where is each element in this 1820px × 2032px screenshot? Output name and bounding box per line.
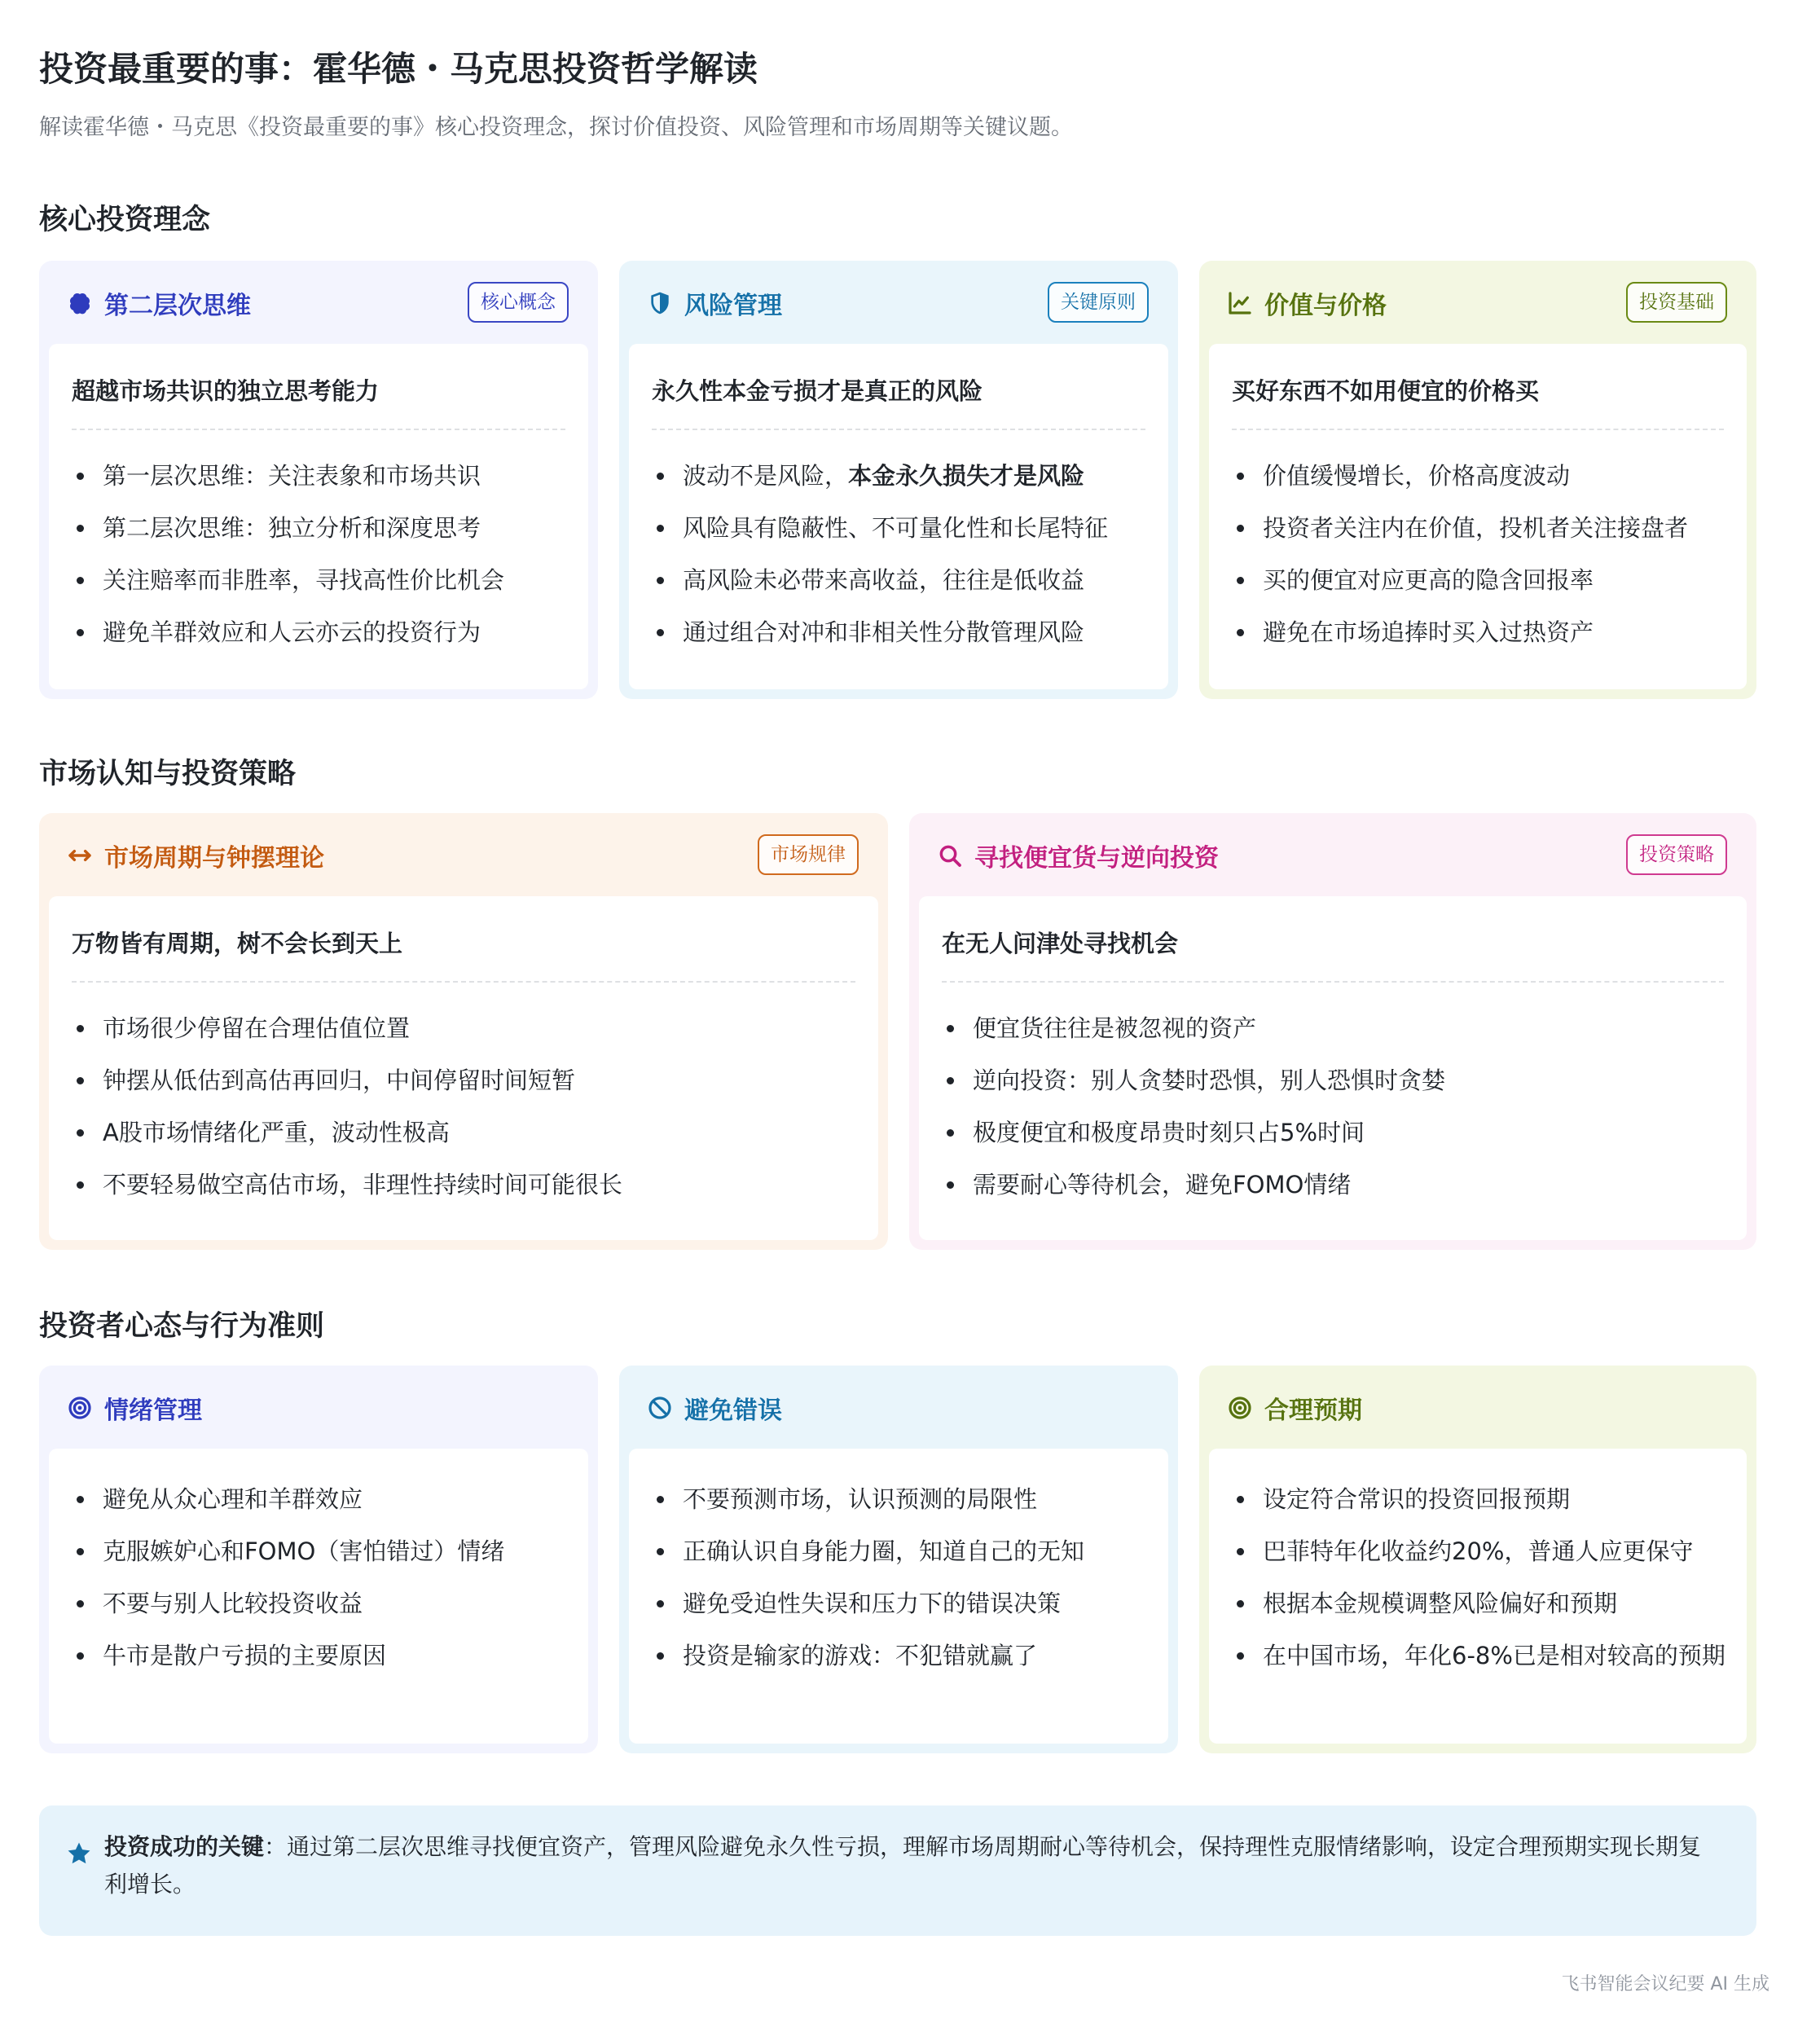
card-header — [647, 285, 782, 321]
list-item: 第一层次思维：关注表象和市场共识 — [72, 458, 569, 494]
card-header — [1227, 285, 1387, 321]
card-body — [629, 344, 1168, 689]
divider — [652, 429, 1145, 430]
card-risk-management — [619, 261, 1178, 699]
target-icon — [67, 1395, 93, 1421]
section-title-core: 核心投资理念 — [39, 204, 211, 236]
list-item: 正确认识自身能力圈，知道自己的无知 — [652, 1533, 1149, 1569]
card-badge: 关键原则 — [1048, 282, 1149, 323]
card-heading: 买好东西不如用便宜的价格买 — [1232, 377, 1540, 405]
card-emotion-management — [39, 1366, 598, 1753]
summary-label: 投资成功的关键 — [104, 1833, 265, 1860]
card-heading: 在无人问津处寻找机会 — [942, 930, 1179, 957]
list-item: 根据本金规模调整风险偏好和预期 — [1232, 1586, 1727, 1621]
list-item: 通过组合对冲和非相关性分散管理风险 — [652, 614, 1149, 650]
bullet-list — [1232, 458, 1727, 666]
card-title: 避免错误 — [684, 1396, 782, 1425]
card-contrarian — [909, 813, 1756, 1250]
card-title: 市场周期与钟摆理论 — [104, 844, 324, 873]
section-title-market: 市场认知与投资策略 — [39, 758, 297, 790]
card-title: 价值与价格 — [1264, 292, 1387, 320]
star-icon — [65, 1840, 93, 1867]
list-item: 巴菲特年化收益约20%，普通人应更保守 — [1232, 1533, 1727, 1569]
card-title: 寻找便宜货与逆向投资 — [974, 844, 1219, 873]
list-item: 克服嫉妒心和FOMO（害怕错过）情绪 — [72, 1533, 569, 1569]
list-item: 避免从众心理和羊群效应 — [72, 1481, 569, 1517]
list-item: 高风险未必带来高收益，往往是低收益 — [652, 562, 1149, 598]
list-item: 第二层次思维：独立分析和深度思考 — [72, 510, 569, 546]
divider — [72, 429, 565, 430]
card-body — [49, 344, 588, 689]
list-item: 市场很少停留在合理估值位置 — [72, 1010, 859, 1046]
line-chart-icon — [1227, 290, 1253, 316]
list-item: 需要耐心等待机会，避免FOMO情绪 — [942, 1167, 1727, 1203]
card-body — [629, 1449, 1168, 1744]
list-item: 钟摆从低估到高估再回归，中间停留时间短暂 — [72, 1062, 859, 1098]
card-header — [647, 1390, 782, 1426]
section-title-mindset: 投资者心态与行为准则 — [39, 1310, 325, 1343]
shield-icon — [647, 290, 673, 316]
list-item: A股市场情绪化严重，波动性极高 — [72, 1115, 859, 1150]
list-item: 避免在市场追捧时买入过热资产 — [1232, 614, 1727, 650]
list-item: 投资是输家的游戏：不犯错就赢了 — [652, 1638, 1149, 1674]
card-badge: 核心概念 — [468, 282, 569, 323]
page-title: 投资最重要的事：霍华德・马克思投资哲学解读 — [39, 49, 758, 89]
card-title: 情绪管理 — [104, 1396, 202, 1425]
card-badge: 投资策略 — [1626, 834, 1727, 875]
list-item: 避免羊群效应和人云亦云的投资行为 — [72, 614, 569, 650]
list-item: 关注赔率而非胜率，寻找高性价比机会 — [72, 562, 569, 598]
card-body — [49, 896, 878, 1240]
list-item — [652, 458, 1149, 494]
card-market-cycle — [39, 813, 888, 1250]
bullet-list — [72, 1010, 859, 1219]
card-body — [1209, 344, 1747, 689]
list-item: 不要与别人比较投资收益 — [72, 1586, 569, 1621]
bullet-list — [942, 1010, 1727, 1219]
list-item: 买的便宜对应更高的隐含回报率 — [1232, 562, 1727, 598]
card-body — [919, 896, 1747, 1240]
bullet-list — [72, 1481, 569, 1690]
summary-body: ：通过第二层次思维寻找便宜资产，管理风险避免永久性亏损，理解市场周期耐心等待机会，保持理性克服情绪影响，设定合理预期实现长期复利增长。 — [104, 1833, 1702, 1898]
list-item: 风险具有隐蔽性、不可量化性和长尾特征 — [652, 510, 1149, 546]
footer-note: 飞书智能会议纪要 AI 生成 — [1561, 1974, 1769, 1995]
card-header — [937, 838, 1219, 873]
list-item: 不要预测市场，认识预测的局限性 — [652, 1481, 1149, 1517]
card-heading: 万物皆有周期，树不会长到天上 — [72, 930, 403, 957]
card-header — [67, 838, 324, 873]
divider — [942, 981, 1724, 983]
summary-text — [104, 1828, 1724, 1903]
page-subtitle: 解读霍华德・马克思《投资最重要的事》核心投资理念，探讨价值投资、风险管理和市场周期等关键议题。 — [39, 115, 1073, 140]
bullet-list — [1232, 1481, 1727, 1690]
arrows-horizontal-icon — [67, 842, 93, 869]
list-item: 极度便宜和极度昂贵时刻只占5%时间 — [942, 1115, 1727, 1150]
list-item: 牛市是散户亏损的主要原因 — [72, 1638, 569, 1674]
list-item-text: 波动不是风险， — [683, 462, 849, 490]
card-title: 合理预期 — [1264, 1396, 1362, 1425]
list-item: 投资者关注内在价值，投机者关注接盘者 — [1232, 510, 1727, 546]
card-body — [1209, 1449, 1747, 1744]
card-badge: 市场规律 — [758, 834, 859, 875]
card-avoid-mistakes — [619, 1366, 1178, 1753]
list-item: 不要轻易做空高估市场，非理性持续时间可能很长 — [72, 1167, 859, 1203]
divider — [1232, 429, 1724, 430]
card-value-vs-price — [1199, 261, 1756, 699]
card-header — [1227, 1390, 1362, 1426]
list-item-emphasis: 本金永久损失才是风险 — [848, 462, 1085, 490]
card-second-level-thinking — [39, 261, 598, 699]
list-item: 价值缓慢增长，价格高度波动 — [1232, 458, 1727, 494]
card-badge: 投资基础 — [1626, 282, 1727, 323]
card-body — [49, 1449, 588, 1744]
card-heading: 永久性本金亏损才是真正的风险 — [652, 377, 983, 405]
brain-icon — [67, 290, 93, 316]
bullet-list — [72, 458, 569, 666]
bullet-list — [652, 458, 1149, 666]
bullet-list — [652, 1481, 1149, 1690]
card-heading: 超越市场共识的独立思考能力 — [72, 377, 380, 405]
list-item: 设定符合常识的投资回报预期 — [1232, 1481, 1727, 1517]
target-icon — [1227, 1395, 1253, 1421]
card-header — [67, 285, 251, 321]
card-title: 第二层次思维 — [104, 292, 251, 320]
list-item: 在中国市场，年化6-8%已是相对较高的预期 — [1232, 1638, 1727, 1674]
card-reasonable-expectations — [1199, 1366, 1756, 1753]
card-title: 风险管理 — [684, 292, 782, 320]
divider — [72, 981, 855, 983]
list-item: 便宜货往往是被忽视的资产 — [942, 1010, 1727, 1046]
list-item: 逆向投资：别人贪婪时恐惧，别人恐惧时贪婪 — [942, 1062, 1727, 1098]
list-item: 避免受迫性失误和压力下的错误决策 — [652, 1586, 1149, 1621]
card-header — [67, 1390, 202, 1426]
ban-icon — [647, 1395, 673, 1421]
summary-banner — [39, 1805, 1756, 1936]
search-icon — [937, 842, 963, 869]
